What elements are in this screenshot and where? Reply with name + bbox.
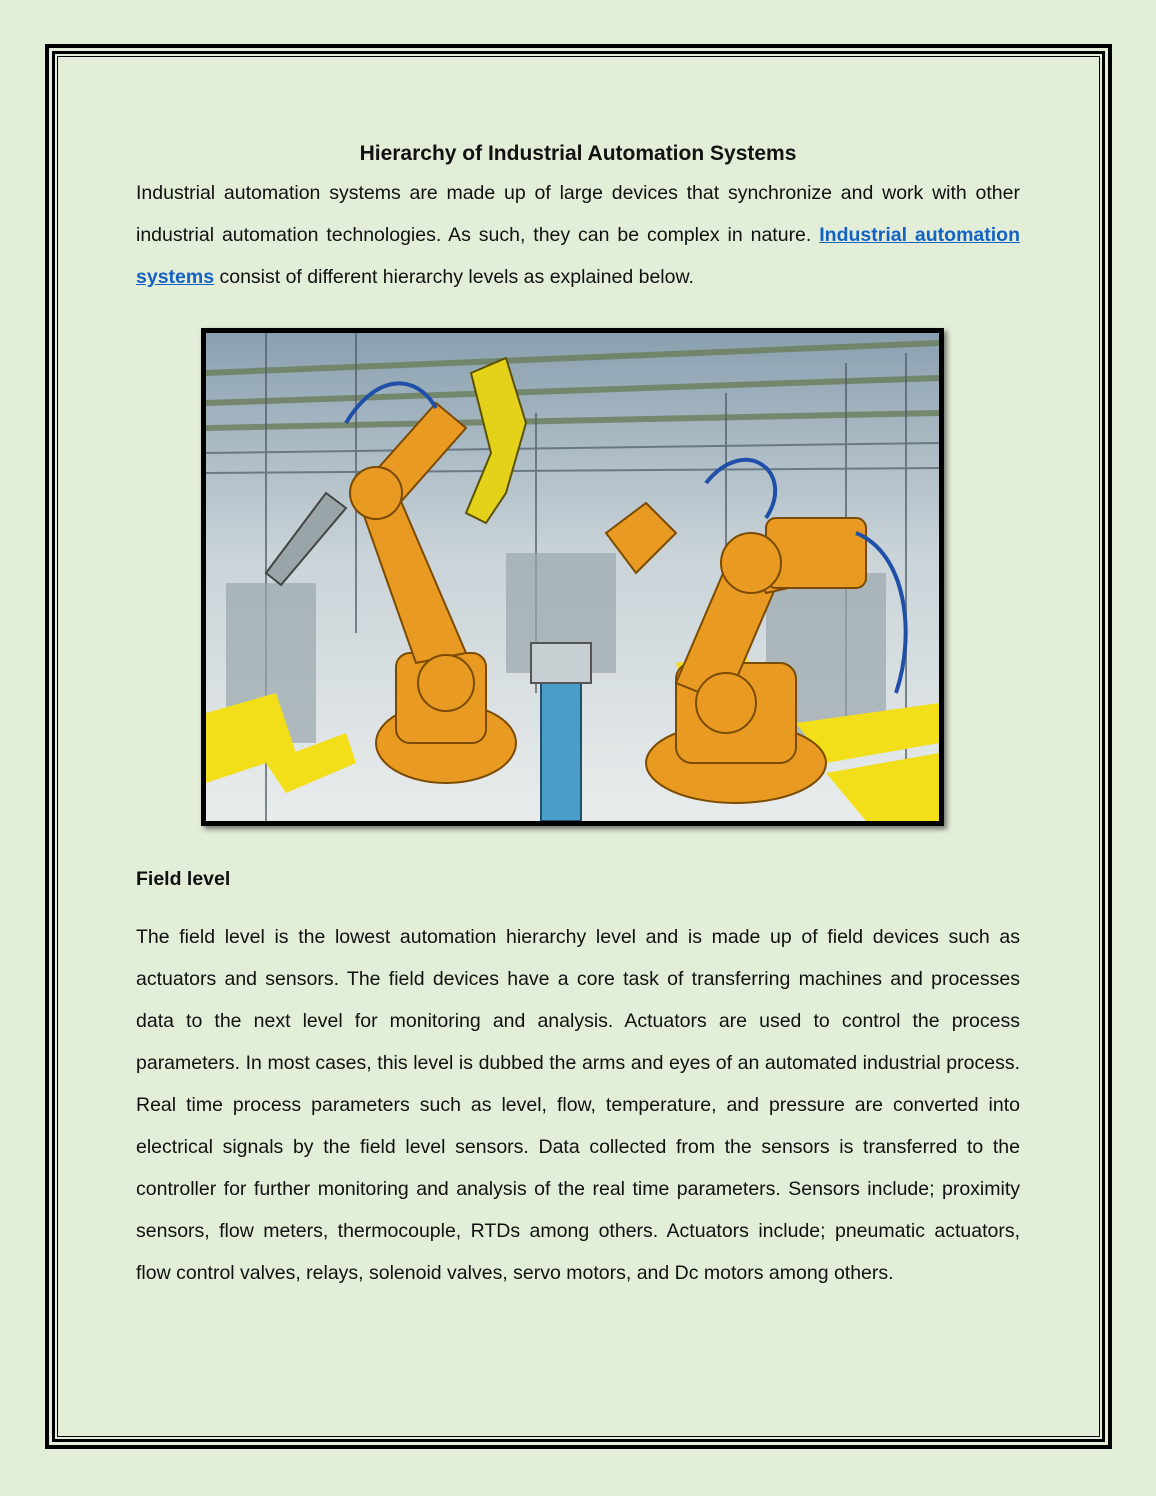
intro-paragraph (136, 172, 1020, 298)
field-level-paragraph: The field level is the lowest automation hierarchy level and is made up of field devices such as actuators and sensors. The field devices have a core task of transferring machines and processes data to the next level for monitoring and analysis. Actuators are used to control the process parameters. In most cases, this level is dubbed the arms and eyes of an automated industrial process. Real time process parameters such as level, flow, temperature, and pressure are converted into electrical signals by the field level sensors. Data collected from the sensors is transferred to the controller for further monitoring and analysis of the real time parameters. Sensors include; proximity sensors, flow meters, thermocouple, RTDs among others. Actuators include; pneumatic actuators, flow control valves, relays, solenoid valves, servo motors, and Dc motors among others. (136, 926, 1020, 1284)
industrial-automation-systems-link[interactable]: Industrial automation systems (136, 224, 1020, 288)
robot-illustration (206, 333, 939, 821)
section-heading-field-level: Field level (136, 868, 231, 890)
document-body (136, 136, 1020, 298)
page-title: Hierarchy of Industrial Automation Systems (359, 142, 797, 165)
intro-text-before-link: Industrial automation systems are made up of large devices that synchronize and work with other industrial automation technologies. As such, they can be complex in nature. (136, 182, 1020, 246)
intro-text-after-link: consist of different hierarchy levels as explained below. (214, 266, 694, 288)
field-level-paragraph-container (136, 916, 1020, 1294)
factory-robots-photo (201, 328, 944, 826)
